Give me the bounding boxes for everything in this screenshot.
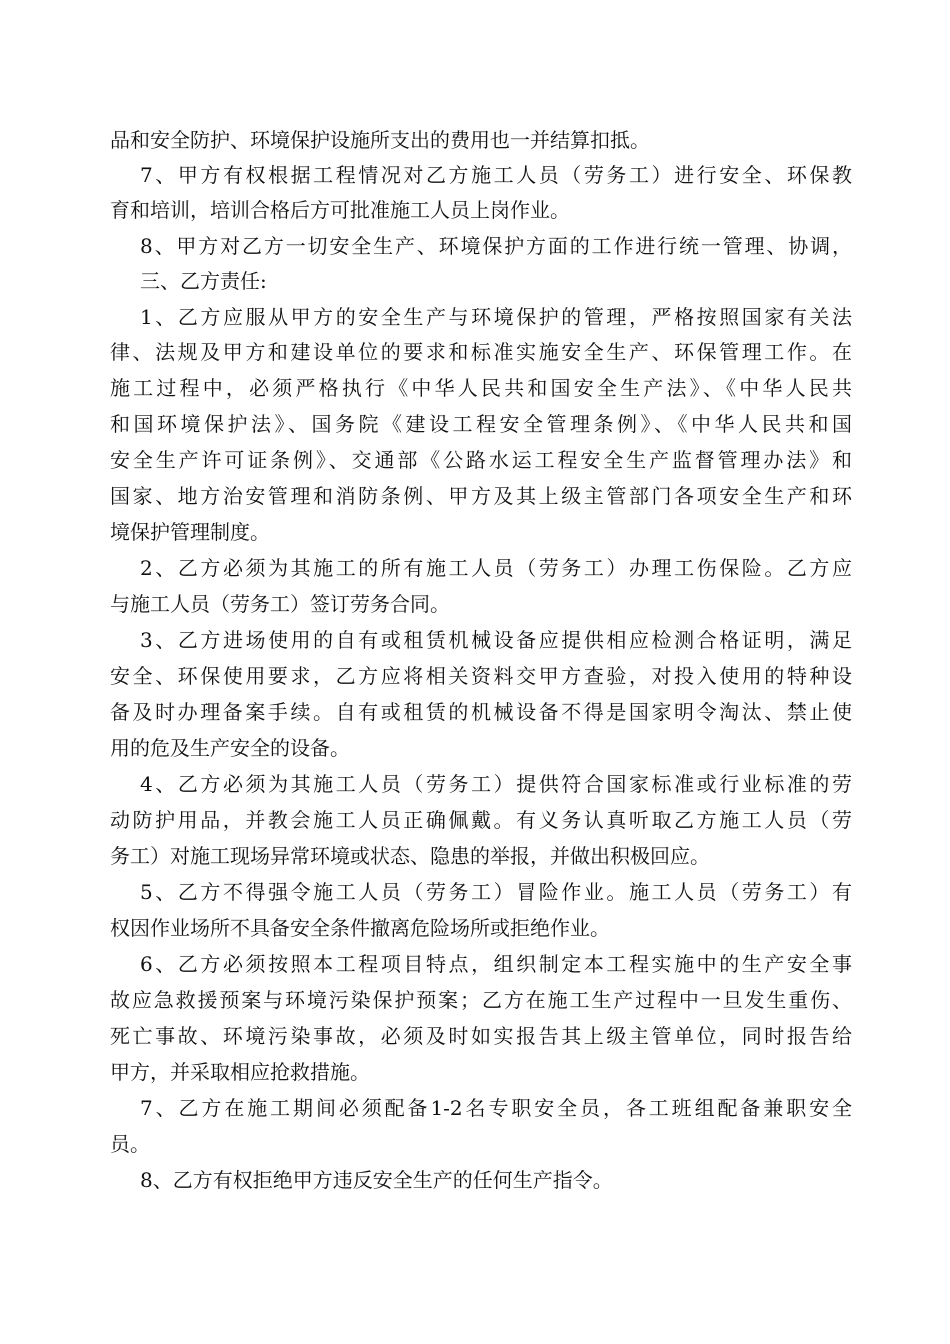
text-line: 6、乙方必须按照本工程项目特点，组织制定本工程实施中的生产安全事 — [140, 952, 852, 976]
text-line: 品和安全防护、环境保护设施所支出的费用也一并结算扣抵。 — [110, 128, 650, 152]
text-line: 1、乙方应服从甲方的安全生产与环境保护的管理，严格按照国家有关法 — [140, 305, 852, 329]
text-line: 5、乙方不得强令施工人员（劳务工）冒险作业。施工人员（劳务工）有 — [140, 880, 852, 904]
text-line: 用的危及生产安全的设备。 — [110, 736, 350, 760]
text-line: 备及时办理备案手续。自有或租赁的机械设备不得是国家明令淘汰、禁止使 — [110, 700, 852, 724]
text-line: 权因作业场所不具备安全条件撤离危险场所或拒绝作业。 — [110, 916, 610, 940]
text-line: 和国环境保护法》、国务院《建设工程安全管理条例》、《中华人民共和国 — [110, 412, 852, 436]
text-line: 死亡事故、环境污染事故，必须及时如实报告其上级主管单位，同时报告给 — [110, 1024, 852, 1048]
text-line: 7、甲方有权根据工程情况对乙方施工人员（劳务工）进行安全、环保教 — [140, 163, 852, 187]
text-line: 动防护用品，并教会施工人员正确佩戴。有义务认真听取乙方施工人员（劳 — [110, 808, 852, 832]
text-line: 8、甲方对乙方一切安全生产、环境保护方面的工作进行统一管理、协调， — [140, 234, 852, 258]
text-line: 8、乙方有权拒绝甲方违反安全生产的任何生产指令。 — [140, 1168, 613, 1192]
text-line: 员。 — [110, 1132, 150, 1156]
text-line: 与施工人员（劳务工）签订劳务合同。 — [110, 592, 450, 616]
text-line: 3、乙方进场使用的自有或租赁机械设备应提供相应检测合格证明，满足 — [140, 628, 852, 652]
text-line: 律、法规及甲方和建设单位的要求和标准实施安全生产、环保管理工作。在 — [110, 340, 852, 364]
text-line: 故应急救援预案与环境污染保护预案；乙方在施工生产过程中一旦发生重伤、 — [110, 988, 852, 1012]
text-line: 育和培训，培训合格后方可批准施工人员上岗作业。 — [110, 198, 570, 222]
section-heading: 三、乙方责任: — [140, 269, 267, 293]
text-line: 甲方，并采取相应抢救措施。 — [110, 1060, 370, 1084]
text-line: 施工过程中，必须严格执行《中华人民共和国安全生产法》、《中华人民共 — [110, 376, 852, 400]
text-line: 务工）对施工现场异常环境或状态、隐患的举报，并做出积极回应。 — [110, 844, 710, 868]
text-line: 安全、环保使用要求，乙方应将相关资料交甲方查验，对投入使用的特种设 — [110, 664, 852, 688]
text-line: 4、乙方必须为其施工人员（劳务工）提供符合国家标准或行业标准的劳 — [140, 772, 852, 796]
text-line: 境保护管理制度。 — [110, 520, 270, 544]
text-line: 安全生产许可证条例》、交通部《公路水运工程安全生产监督管理办法》和 — [110, 448, 852, 472]
text-line: 7、乙方在施工期间必须配备1-2名专职安全员，各工班组配备兼职安全 — [140, 1096, 852, 1120]
text-line: 2、乙方必须为其施工的所有施工人员（劳务工）办理工伤保险。乙方应 — [140, 556, 852, 580]
text-line: 国家、地方治安管理和消防条例、甲方及其上级主管部门各项安全生产和环 — [110, 484, 852, 508]
